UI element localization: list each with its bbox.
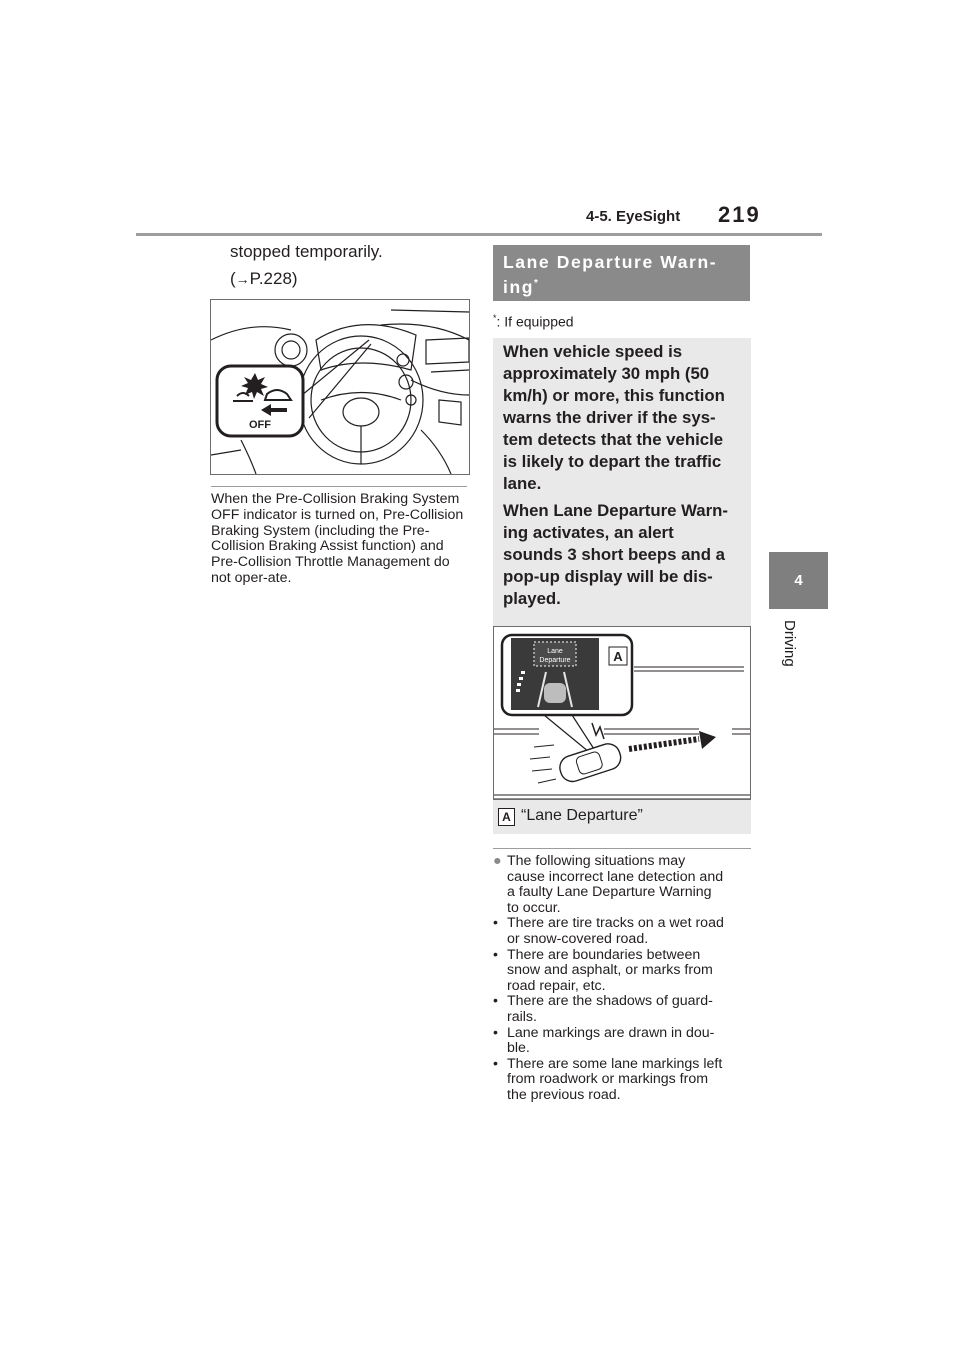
heading-line1: Lane Departure Warn- — [503, 252, 718, 272]
ref-page: P.228 — [249, 269, 292, 288]
note-item — [493, 994, 755, 1025]
note-item — [493, 1057, 755, 1104]
note-line: ble. — [507, 1040, 530, 1057]
screen-text-1: Lane — [547, 648, 563, 655]
note-line: There are boundaries between — [507, 946, 701, 963]
note-line: There are some lane markings left — [507, 1055, 723, 1072]
callout-a: A — [613, 649, 623, 664]
summary-line: pop-up display will be dis- — [503, 567, 713, 586]
chapter-label: Driving — [781, 620, 798, 667]
bullet-icon: • — [493, 915, 498, 932]
note-line: snow and asphalt, or marks from — [507, 962, 713, 979]
bullet-icon: • — [493, 1055, 498, 1072]
summary-line: ing activates, an alert — [503, 523, 674, 542]
summary-line: lane. — [503, 474, 542, 493]
note-line: the previous road. — [507, 1086, 621, 1103]
notes-rule — [493, 848, 751, 849]
summary-line: played. — [503, 589, 561, 608]
summary-line: When vehicle speed is — [503, 342, 683, 361]
note-line: There are the shadows of guard- — [507, 993, 713, 1010]
note-line: a faulty Lane Departure Warning — [507, 884, 712, 901]
heading-asterisk: * — [534, 278, 540, 289]
summary-paragraph-1 — [503, 341, 743, 495]
continued-text: stopped temporarily. — [230, 242, 383, 261]
summary-line: warns the driver if the sys- — [503, 408, 716, 427]
note-line: There are tire tracks on a wet road — [507, 915, 724, 932]
note-item — [493, 948, 755, 995]
ref-open: ( — [230, 269, 236, 288]
lane-departure-heading — [493, 245, 750, 301]
bullet-icon: • — [493, 946, 498, 963]
screen-text-2: Departure — [539, 657, 571, 664]
notes-block — [493, 854, 755, 1104]
note-line: from roadwork or markings from — [507, 1071, 709, 1088]
header-rule — [136, 233, 822, 236]
note-item — [493, 1026, 755, 1057]
bullet-icon: • — [493, 993, 498, 1010]
lane-departure-illustration — [493, 626, 751, 800]
figure-caption: When the Pre-Collision Braking System OFF indicator is turned on, Pre-Collision Braking System (including the Pre-Collision Braking Assist function) and Pre-Collision Throttle Management do not oper-ate. — [211, 491, 464, 586]
footnote-text: : If equipped — [496, 313, 574, 330]
arrow-right-icon: → — [235, 271, 250, 287]
summary-line: When Lane Departure Warn- — [503, 501, 729, 520]
summary-line: is likely to depart the traffic — [503, 452, 722, 471]
summary-line: approximately 30 mph (50 — [503, 364, 710, 383]
chapter-tab[interactable]: 4 — [769, 552, 828, 609]
footnote-mark: * — [493, 313, 497, 323]
note-line: to occur. — [507, 899, 561, 916]
page-number: 219 — [718, 202, 761, 227]
page-reference[interactable] — [230, 269, 298, 289]
dashboard-illustration — [210, 299, 470, 475]
summary-line: km/h) or more, this function — [503, 386, 725, 405]
heading-line2: ing — [503, 276, 535, 297]
legend-a-text: “Lane Departure” — [521, 807, 643, 824]
off-text: OFF — [249, 419, 271, 431]
note-line: Lane markings are drawn in dou- — [507, 1024, 715, 1041]
note-line: rails. — [507, 1008, 537, 1025]
note-line: The following situations may — [507, 853, 686, 869]
summary-line: tem detects that the vehicle — [503, 430, 724, 449]
summary-line: sounds 3 short beeps and a — [503, 545, 725, 564]
bullet-icon: • — [493, 1024, 498, 1041]
ref-close: ) — [291, 269, 298, 288]
dashboard-drawing — [211, 300, 469, 474]
note-lead — [493, 854, 755, 916]
section-title: 4-5. EyeSight — [586, 208, 681, 225]
legend-a-box: A — [498, 808, 515, 826]
lane-departure-drawing — [494, 627, 750, 799]
circle-bullet-icon: ● — [493, 853, 502, 869]
note-item — [493, 916, 755, 947]
note-line: cause incorrect lane detection and — [507, 868, 724, 885]
note-line: road repair, etc. — [507, 977, 606, 994]
footnote — [493, 313, 574, 330]
note-line: or snow-covered road. — [507, 930, 649, 947]
summary-paragraph-2 — [503, 500, 743, 610]
caption-rule — [211, 486, 467, 487]
